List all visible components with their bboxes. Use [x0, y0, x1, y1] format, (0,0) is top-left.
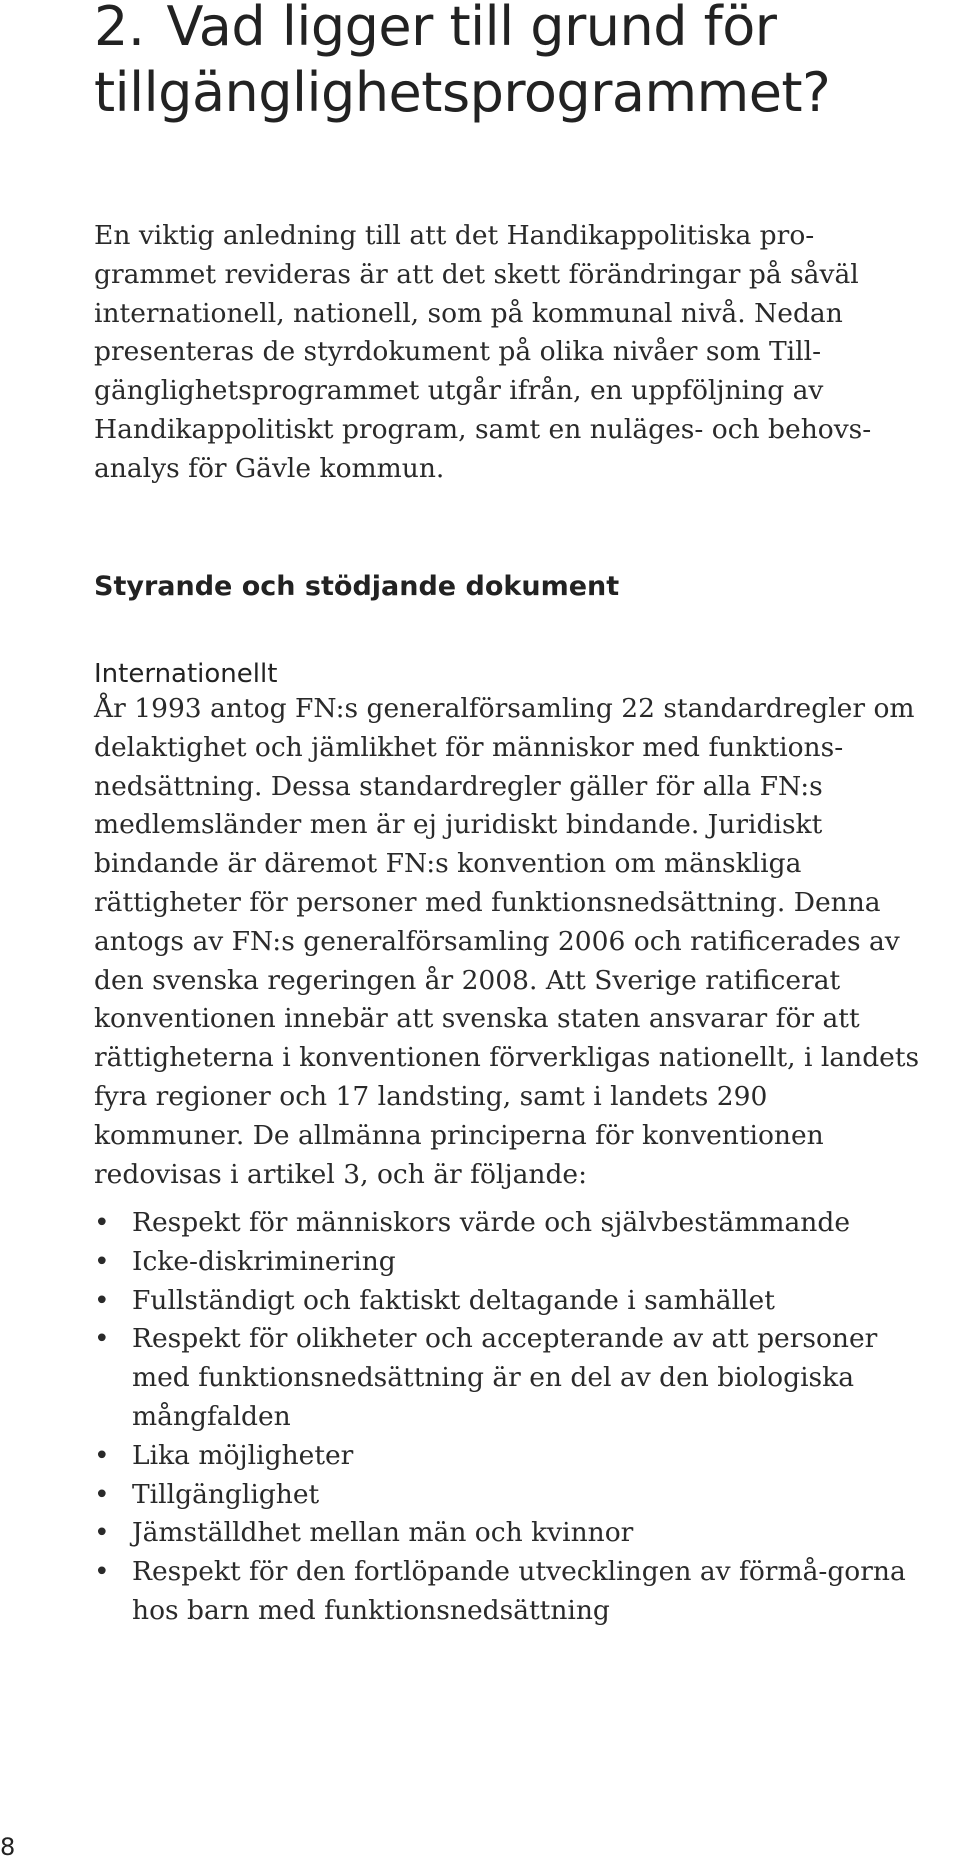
bullet-icon: •	[94, 1556, 110, 1588]
bullet-icon: •	[94, 1478, 110, 1510]
list-item	[94, 1437, 924, 1476]
page-title	[94, 0, 934, 126]
intro-paragraph: En viktig anledning till att det Handikappolitiska pro-grammet revideras är att det skett förändringar på såväl internationell, nationell, som på kommunal nivå. Nedan presenteras de styrdokument på olika nivåer som Till-gänglighetsprogrammet utgår ifrån, en uppföljning av Handikappolitiskt program, samt en nuläges- och behovs-analys för Gävle kommun.	[94, 220, 872, 484]
list-item	[94, 1320, 924, 1436]
list-item-text: Respekt för den fortlöpande utvecklingen av förmå-gorna hos barn med funktionsnedsättning	[132, 1556, 906, 1626]
section-heading: Styrande och stödjande dokument	[94, 571, 620, 602]
bullet-icon: •	[94, 1245, 110, 1277]
list-item-text: Lika möjligheter	[132, 1439, 354, 1471]
principles-list	[94, 1204, 924, 1631]
list-item	[94, 1282, 924, 1321]
bullet-icon: •	[94, 1517, 110, 1549]
list-item-text: Jämställdhet mellan män och kvinnor	[132, 1517, 634, 1549]
bullet-icon: •	[94, 1439, 110, 1471]
list-item	[94, 1243, 924, 1282]
bullet-icon: •	[94, 1207, 110, 1238]
chapter-title-text: Vad ligger till grund för tillgänglighetsprogrammet?	[94, 0, 831, 124]
list-item-text: Icke-diskriminering	[132, 1245, 396, 1277]
list-item	[94, 1514, 924, 1553]
list-item-text: Tillgänglighet	[132, 1478, 320, 1510]
subheading-internationellt: Internationellt	[94, 659, 278, 689]
bullet-icon: •	[94, 1323, 110, 1355]
list-item-text: Respekt för olikheter och accepterande av att personer med funktionsnedsättning är en del av den biologiska mångfalden	[132, 1323, 878, 1432]
international-paragraph: År 1993 antog FN:s generalförsamling 22 standardregler om delaktighet och jämlikhet för människor med funktions-nedsättning. Dessa standardregler gäller för alla FN:s medlemsländer men är ej juridiskt bindande. Juridiskt bindande är däremot FN:s konvention om mänskliga rättigheter för personer med funktionsnedsättning. Denna antogs av FN:s generalförsamling 2006 och ratificerades av den svenska regeringen år 2008. Att Sverige ratificerat konventionen innebär att svenska staten ansvarar för att rättigheterna i konventionen förverkligas nationellt, i landets fyra regioner och 17 landsting, samt i landets 290 kommuner. De allmänna principerna för konventionen redovisas i artikel 3, och är följande:	[94, 693, 920, 1190]
chapter-number: 2.	[94, 0, 145, 58]
page-number: 8	[0, 1833, 16, 1861]
list-item-text: Fullständigt och faktiskt deltagande i samhället	[132, 1284, 775, 1316]
list-item-text: Respekt för människors värde och självbestämmande	[132, 1207, 851, 1238]
bullet-icon: •	[94, 1284, 110, 1316]
list-item	[94, 1553, 924, 1631]
list-item	[94, 1204, 924, 1243]
list-item	[94, 1476, 924, 1515]
